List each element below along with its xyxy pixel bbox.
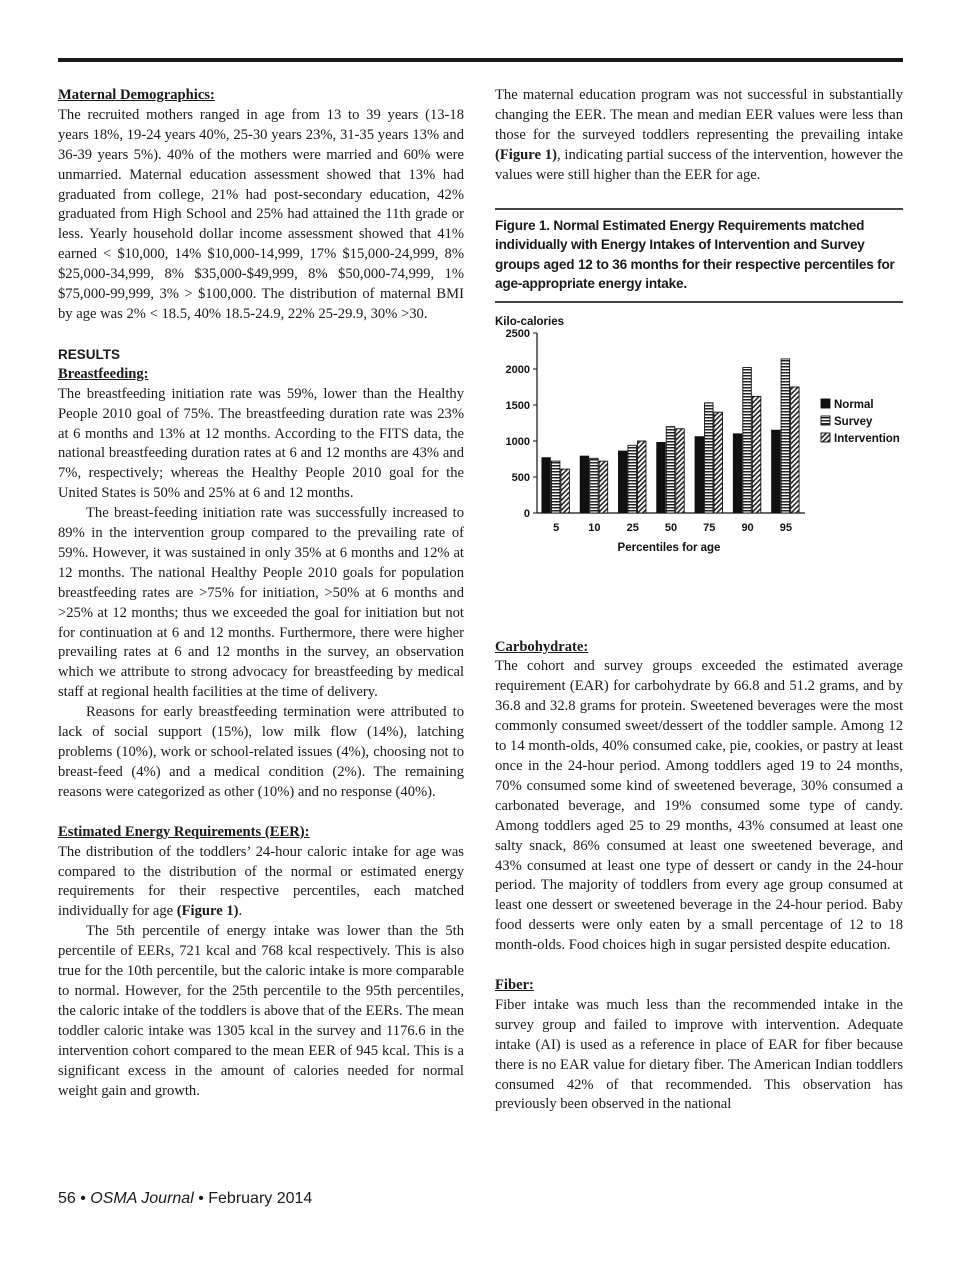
x-tick-label: 90 — [741, 521, 754, 534]
bar-survey-p90 — [743, 367, 752, 512]
bar-normal-p90 — [733, 433, 742, 512]
intro-text: The maternal education program was not successful in substantially changing the EER. The mean and median EER values were less than those for the surveyed toddlers representing the prevailing intake — [495, 87, 903, 143]
figure-1-reference: (Figure 1) — [176, 903, 239, 920]
figure-1-reference-right: (Figure 1) — [495, 146, 557, 163]
legend-label-normal: Normal — [834, 398, 874, 411]
chart-container — [495, 303, 903, 638]
x-tick-label: 25 — [626, 521, 639, 534]
bar-survey-p50 — [666, 426, 675, 512]
bar-normal-p50 — [657, 442, 666, 513]
bar-intervention-p50 — [676, 428, 685, 512]
figure-1 — [495, 208, 903, 638]
page-footer — [58, 1190, 312, 1208]
y-tick-label: 2000 — [505, 363, 530, 376]
y-tick-label: 0 — [523, 507, 530, 520]
breastfeeding-heading: Breastfeeding: — [58, 365, 149, 382]
figure-caption: Figure 1. Normal Estimated Energy Requirements matched individually with Energy Intakes of Intervention and Survey groups aged 12 to 36 months for their respective percentiles for age-appropriate energy intake. — [495, 217, 895, 292]
legend-swatch-normal — [821, 399, 830, 408]
legend-swatch-intervention — [821, 433, 830, 442]
y-tick-label: 1000 — [505, 435, 530, 448]
right-column — [495, 86, 903, 1115]
fiber-heading: Fiber: — [495, 977, 534, 994]
bar-normal-p10 — [580, 456, 589, 513]
y-tick-label: 2500 — [505, 327, 530, 340]
bar-survey-p10 — [590, 458, 599, 513]
legend-swatch-survey — [821, 416, 830, 425]
page-number: 56 — [58, 1190, 76, 1207]
y-axis-label: Kilo-calories — [495, 315, 565, 328]
x-tick-label: 50 — [664, 521, 678, 534]
breastfeeding-paragraph-1: The breastfeeding initiation rate was 59%, lower than the Healthy People 2010 goal of 75%. The breastfeeding duration rate was 23% at 6 months and 13% at 12 months. According to the FITS data, the national breastfeeding duration rates at 6 and 12 months are 43% and 7%, respectively; whereas the Healthy People 2010 goal for the United States is 50% and 25% at 6 and 12 months. — [58, 385, 464, 502]
bar-survey-p75 — [705, 402, 714, 512]
carbohydrate-heading: Carbohydrate: — [495, 638, 589, 655]
carbohydrate-paragraph: The cohort and survey groups exceeded the estimated average requirement (EAR) for carbohydrate by 66.8 and 51.2 grams, and by 36.8 and 32.8 grams for protein. Sweetened beverages were the most commonly consumed sweet/dessert of the toddler sample. Among 12 to 14 month-olds, 40% consumed cake, pie, cookies, or pastry at least once in the 24-hour period. Among toddlers aged 19 to 24 months, 70% consumed some kind of sweetened beverage, 30% consumed a carbonated beverage, and 19% consumed some type of candy. Among toddlers aged 25 to 29 months, 43% consumed at least one salty snack, 86% consumed at least one sweetened beverage, and 43% consumed at least one type of dessert or candy in the 24-hour period. The majority of toddlers from every age group consumed at least one dessert or sweetened beverage in the 24-hour period. Baby food desserts were only eaten by a small percentage of 12 to 18 month-olds. Food choices high in sugar persisted despite education. — [495, 658, 903, 954]
bar-survey-p25 — [628, 445, 637, 513]
legend-label-intervention: Intervention — [834, 432, 900, 445]
maternal-demographics-paragraph: The recruited mothers ranged in age from 13 to 39 years (13-18 years 18%, 19-24 years 40%, 25-30 years 23%, 31-35 years 13% and 36-39 years 5%). 40% of the mothers were married and 60% were unmarried. Maternal education assessment showed that 13% had graduated from college, 21% had post-secondary education, 42% graduated from High School and 25% had attained the 11th grade or less. Yearly household dollar income assessment showed that 41% earned < $10,000, 14% $10,000-14,999, 17% $15,000-24,999, 8% $25,000-34,999, 8% $35,000-$49,999, 8% $50,000-74,999, 1% $75,000-99,999, 3% > $100,000. The distribution of maternal BMI by age was 2% < 18.5, 40% 18.5-24.9, 22% 25-29.9, 30% >30. — [58, 106, 464, 322]
left-column — [58, 86, 464, 1101]
intro-paragraph — [495, 86, 903, 186]
eer-paragraph-1 — [58, 843, 464, 923]
intro-text-end: , indicating partial success of the intervention, however the values were still higher than the EER for age. — [495, 146, 903, 183]
energy-chart — [495, 303, 903, 638]
x-tick-label: 95 — [779, 521, 792, 534]
fiber-paragraph: Fiber intake was much less than the recommended intake in the survey group and failed to improve with intervention. Adequate intake (AI) is used as a reference in place of EAR for fiber because there is no EAR value for dietary fiber. The American Indian toddlers consumed 42% of that recommended. This observation has previously been observed in the national — [495, 996, 903, 1113]
y-tick-label: 500 — [511, 471, 530, 484]
bar-intervention-p75 — [714, 412, 723, 513]
eer-paragraph-1-text: The distribution of the toddlers’ 24-hour caloric intake for age was compared to the distribution of the normal or estimated energy requirements for their respective percentiles, each matched individually for age — [58, 843, 464, 920]
breastfeeding-paragraph-3: Reasons for early breastfeeding termination were attributed to lack of social support (15%), low milk flow (14%), latching problems (10%), work or school-related issues (4%), choosing not to breast-feed (4%) and a medical condition (2%). The remaining reasons were categorized as other (10%) and no response (40%). — [58, 704, 464, 800]
bar-survey-p95 — [781, 358, 790, 512]
bar-survey-p5 — [551, 461, 559, 513]
bar-normal-p5 — [542, 457, 551, 512]
bar-normal-p75 — [695, 436, 704, 512]
x-axis-label: Percentiles for age — [617, 541, 721, 554]
x-tick-label: 10 — [588, 521, 601, 534]
bar-intervention-p90 — [752, 396, 761, 513]
legend-label-survey: Survey — [834, 415, 873, 428]
journal-name: OSMA Journal — [90, 1190, 194, 1207]
results-heading: RESULTS — [58, 346, 121, 362]
bar-intervention-p10 — [599, 461, 608, 513]
y-tick-label: 1500 — [505, 399, 530, 412]
maternal-demographics-heading: Maternal Demographics: — [58, 87, 215, 103]
footer-bullet-2: • — [198, 1190, 209, 1207]
x-tick-label: 5 — [553, 521, 560, 534]
issue-date: February 2014 — [208, 1190, 313, 1207]
bar-intervention-p5 — [561, 469, 570, 513]
top-rule — [58, 58, 903, 62]
bar-normal-p25 — [618, 451, 627, 513]
eer-paragraph-2: The 5th percentile of energy intake was lower than the 5th percentile of EERs, 721 kcal and 768 kcal respectively. This is also true for the 10th percentile, but the caloric intake is more comparable to normal. However, for the 25th percentile to the 95th percentiles, the caloric intake of the toddlers is above that of the EERs. The mean toddler caloric intake was 1305 kcal in the survey and 1176.6 in the intervention cohort compared to the mean EER of 945 kcal. This is a significant excess in the amount of calories needed for normal weight gain and growth. — [58, 923, 464, 1099]
bar-normal-p95 — [772, 430, 781, 513]
bar-intervention-p95 — [791, 387, 800, 513]
x-tick-label: 75 — [703, 521, 716, 534]
eer-paragraph-1-end: . — [238, 903, 243, 920]
footer-bullet-1: • — [80, 1190, 91, 1207]
breastfeeding-paragraph-2: The breast-feeding initiation rate was successfully increased to 89% in the intervention group compared to the prevailing rate of 59%. However, it was sustained in only 35% at 6 months and 12% at 12 months. The national Healthy People 2010 goals for population breastfeeding rates are >75% for initiation, >50% at 6 months and >25% at 12 months; thus we exceeded the goal for initiation but not for continuation at 6 and 12 months. Furthermore, there were higher prevailing rates at 6 and 12 months in the survey, an observation which we attribute to strong advocacy for breastfeeding by medical staff at regional health facilities at the time of delivery. — [58, 505, 464, 701]
bar-intervention-p25 — [637, 441, 646, 513]
eer-heading: Estimated Energy Requirements (EER): — [58, 823, 310, 840]
